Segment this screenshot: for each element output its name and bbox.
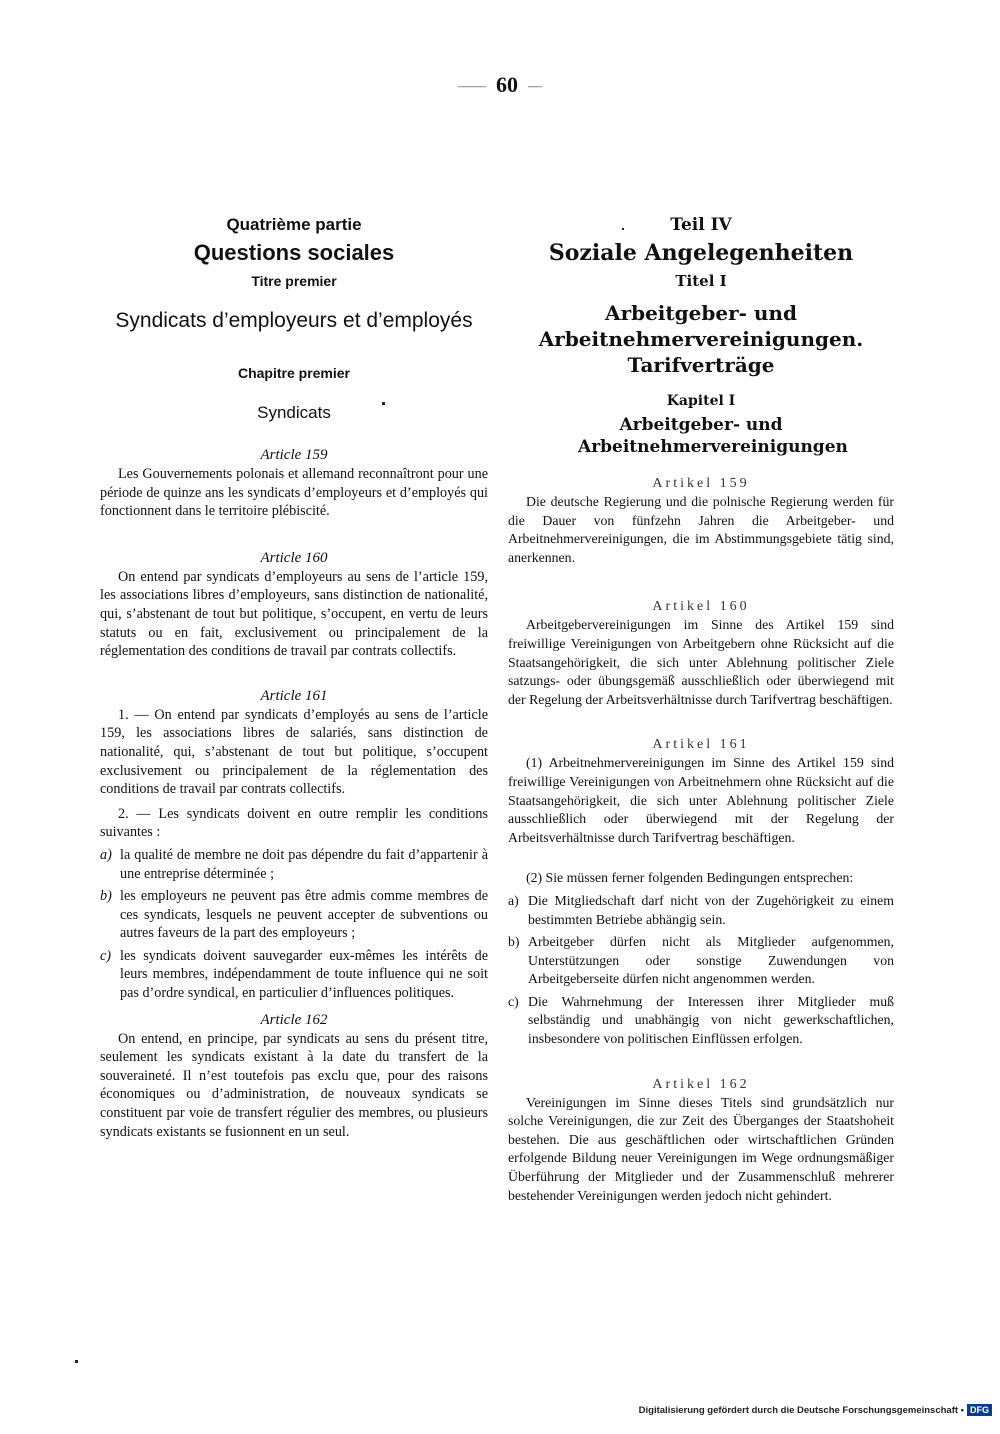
dfg-logo: DFG xyxy=(967,1404,992,1416)
fr-article-161-para2: 2. — Les syndicats doivent en outre remplir les conditions suivantes : xyxy=(100,805,488,841)
fr-item-c-text: les syndicats doivent sauvegarder eux-mêmes les intérêts de leurs membres, indépendamment de toute influence qui ne soit pas d’ordre syndical, en particulier d’influences politiques. xyxy=(120,947,488,1002)
fr-article-160-heading: Article 160 xyxy=(260,549,328,566)
fr-item-c-label: c) xyxy=(100,947,112,964)
fr-article-159-heading: Article 159 xyxy=(260,447,328,463)
fr-article-159-text: Les Gouvernements polonais et allemand reconnaîtront pour une période de quinze ans les syndicats d’employeurs et d’employés qui fonctionnent dans le territoire plébiscité. xyxy=(100,466,488,520)
fr-item-a-text: la qualité de membre ne doit pas dépendre du fait d’appartenir à une entreprise déterminée ; xyxy=(120,846,488,882)
fr-chapitre-heading: Chapitre premier xyxy=(237,365,351,381)
fr-item-b-text: les employeurs ne peuvent pas être admis comme membres de ces syndicats, lesquels ne peuvent accepter de subventions ou autres faveurs de la part des employeurs ; xyxy=(120,888,488,942)
fr-item-a-label: a) xyxy=(100,846,112,863)
german-column xyxy=(508,212,894,1205)
de-item-a-text: Die Mitgliedschaft darf nicht von der Zugehörigkeit zu einem bestimmten Betriebe abhängig sein. xyxy=(528,892,894,927)
de-artikel-159-heading: Artikel 159 xyxy=(652,476,750,491)
de-artikel-160-text: Arbeitgebervereinigungen im Sinne des Artikel 159 sind freiwillige Vereinigungen von Arbeitgebern ohne Rücksicht auf die Staatsangehörigkeit, die sich unter Ablehnung politischer Ziele satzungs- oder übungsgemäß ausschließlich oder überwiegend mit der Regelung der Arbeitsverhältnisse durch Tarifvertrag beschäftigen. xyxy=(508,617,894,707)
de-artikel-162-heading: Artikel 162 xyxy=(652,1076,750,1092)
de-item-c-text: Die Wahrnehmung der Interessen ihrer Mitglieder muß selbständig und unabhängig von nicht gewerkschaftlichen, insbesondere von politischen Einflüssen erfolgen. xyxy=(528,993,894,1047)
fr-item-b-label: b) xyxy=(100,888,112,905)
de-artikel-161-para1: (1) Arbeitnehmervereinigungen im Sinne des Artikel 159 sind freiwillige Vereinigungen von Arbeitnehmern ohne Rücksicht auf die Staatsangehörigkeit, die sich unter Ablehnung politischer Ziele ausschließlich oder überwiegend mit der Regelung der Arbeitsverhältnisse durch Tarifvertrag beschäftigen. xyxy=(508,755,894,845)
de-artikel-159-text: Die deutsche Regierung und die polnische Regierung werden für die Dauer von fünfzehn Jahren die Arbeitgeber- und Arbeitnehmervereinigungen, die im Abstimmungsgebiete tätig sind, anerkennen. xyxy=(508,494,894,565)
de-artikel-161-item-b xyxy=(508,933,894,989)
de-artikel-161-item-c xyxy=(508,993,894,1049)
fr-article-161-heading: Article 161 xyxy=(260,687,328,704)
de-item-b-text: Arbeitgeber dürfen nicht als Mitglieder aufgenommen, Unterstützungen oder sonstige Zuwendungen von Arbeitgeberseite dürfen nicht angenommen werden. xyxy=(528,934,894,987)
fr-chapitre-name: Syndicats xyxy=(257,403,331,422)
footer-text: Digitalisierung gefördert durch die Deutsche Forschungsgemeinschaft xyxy=(638,1405,959,1416)
fr-article-161-item-a xyxy=(100,846,488,883)
de-kapitel-heading: Kapitel I xyxy=(666,393,736,409)
de-kapitel-name: Arbeitgeber- und Arbeitnehmervereinigungen xyxy=(578,415,848,457)
fr-article-161-para1: 1. — On entend par syndicats d’employés au sens de l’article 159, les associations libres de salariés, sans distinction de nationalité, qui, s’abstenant de tout but politique, s’occupent exclusivement ou principalement de la réglementation des conditions de travail par contrats collectifs. xyxy=(100,706,488,798)
fr-article-162-heading: Article 162 xyxy=(260,1011,328,1028)
de-titel-heading: Titel I xyxy=(675,272,727,290)
fr-article-160-text: On entend par syndicats d’employeurs au sens de l’article 159, les associations libres d’employeurs, sans distinction de nationalité, qui, s’abstenant de tout but politique, s’occupent, en vertu de leurs statuts ou en fait, exclusivement ou principalement de la réglementation des conditions de travail par contrats collectifs. xyxy=(100,568,488,660)
fr-article-162-text: On entend, en principe, par syndicats au sens du présent titre, seulement les syndicats existant à la date du transfert de la souveraineté. Il n’est toutefois pas exclu que, pour des raisons économiques ou d’administration, de nouveaux syndicats se constituent par voie de transfert régulier des membres, ou plusieurs syndicats existants se fusionnent en un seul. xyxy=(100,1030,488,1140)
scan-speck xyxy=(75,1360,78,1363)
fr-part-title: Questions sociales xyxy=(193,240,395,265)
de-artikel-161-item-a xyxy=(508,892,894,929)
scan-speck xyxy=(622,228,624,230)
footer-credit: Digitalisierung gefördert durch die Deutsche Forschungsgemeinschaft • DFG xyxy=(639,1404,992,1416)
page-number xyxy=(0,72,1000,98)
fr-titre-heading: Titre premier xyxy=(251,273,337,289)
scan-speck xyxy=(382,402,385,405)
de-part-title: Soziale Angelegenheiten xyxy=(548,240,854,266)
page-dash-left: —— xyxy=(458,78,486,94)
de-artikel-160-heading: Artikel 160 xyxy=(652,599,750,615)
de-artikel-161-para2: (2) Sie müssen ferner folgenden Bedingungen entsprechen: xyxy=(526,870,854,886)
french-column xyxy=(100,212,488,1141)
de-item-c-label: c) xyxy=(508,993,519,1009)
de-artikel-162-text: Vereinigungen im Sinne dieses Titels sind grundsätzlich nur solche Vereinigungen, die zur Zeit des Überganges der Staatshoheit bestehen. Die aus geschäftlichen oder wirtschaftlichen Gründen erfolgende Bildung neuer Vereinigungen im Wege ordnungsmäßiger Überführung der Mitglieder und der Zusammenschluß mehrerer bestehender Vereinigungen werden jedoch nicht gehindert. xyxy=(508,1094,894,1203)
fr-article-161-item-c xyxy=(100,947,488,1003)
de-item-a-label: a) xyxy=(508,892,519,908)
de-part-heading: Teil IV xyxy=(670,215,732,235)
fr-part-heading: Quatrième partie xyxy=(226,215,362,234)
de-item-b-label: b) xyxy=(508,934,520,950)
de-titel-name: Arbeitgeber- und Arbeitnehmervereinigungen. Tarifverträge xyxy=(538,301,864,377)
page-number-value: 60 xyxy=(496,72,518,97)
de-artikel-161-heading: Artikel 161 xyxy=(652,737,750,753)
fr-article-161-item-b xyxy=(100,887,488,943)
fr-titre-name: Syndicats d’employeurs et d’employés xyxy=(115,309,473,332)
page-dash-right: — xyxy=(528,78,542,94)
